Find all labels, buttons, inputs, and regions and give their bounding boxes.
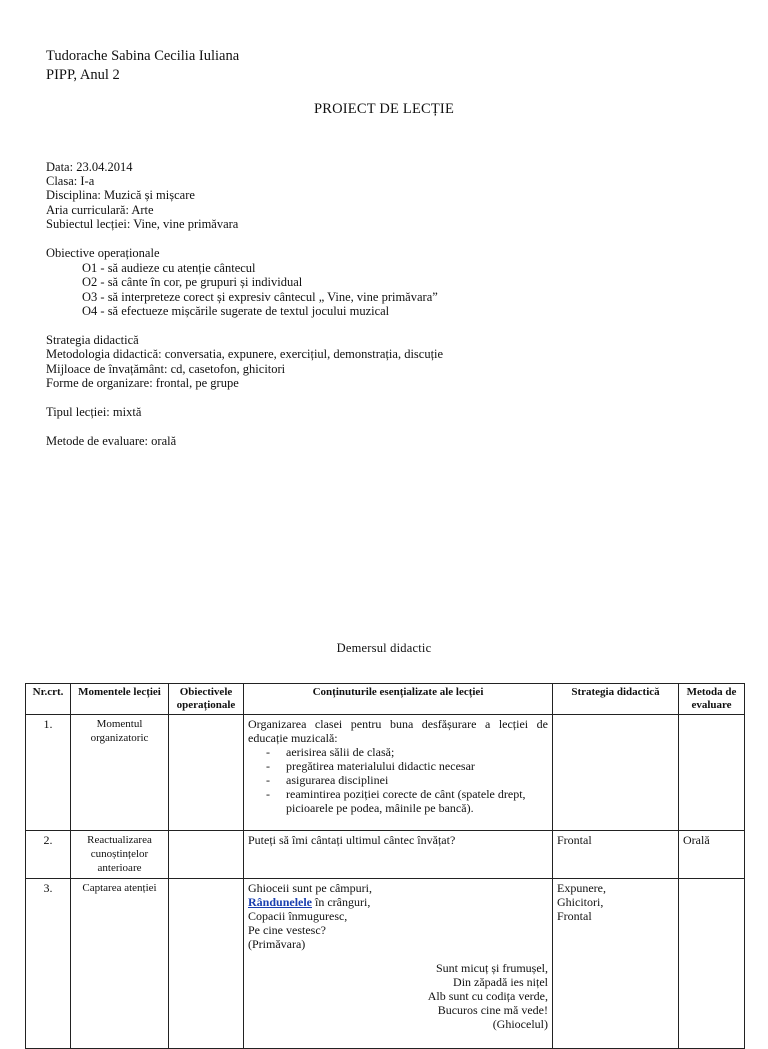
poem1-answer: (Primăvara) [248,937,306,951]
evaluation-methods: Metode de evaluare: orală [46,434,177,448]
lesson-type: Tipul lecției: mixtă [46,405,142,419]
row2-nr: 2. [26,831,71,879]
poem2-line3: Alb sunt cu codița verde, [427,989,548,1003]
info-subiectul: Subiectul lecției: Vine, vine primăvara [46,217,239,231]
header-nr: Nr.crt. [26,684,71,715]
row2-strategia: Frontal [553,831,679,879]
list-item: - aerisirea sălii de clasă; [266,745,548,759]
objective-o4: O4 - să efectueze mișcările sugerate de textul jocului muzical [82,304,390,318]
poem2-line2: Din zăpadă ies nițel [453,975,548,989]
randunele-link[interactable]: Rândunelele [248,895,313,909]
row3-strategia-3: Frontal [557,909,592,923]
row1-intro: Organizarea clasei pentru buna desfășurare a lecției de educație muzicală: [248,717,548,745]
row2-content: Puteți să îmi cântați ultimul cântec învățat? [244,831,553,879]
row1-bullet-list [248,745,548,815]
poem2-line4: Bucuros cine mă vede! [437,1003,548,1017]
author-program: PIPP, Anul 2 [46,67,120,83]
info-clasa: Clasa: I-a [46,174,95,188]
poem1-line2 [248,895,548,909]
info-disciplina: Disciplina: Muzică și mișcare [46,188,195,202]
row2-moment: Reactualizarea cunoștințelor anterioare [71,831,169,879]
row3-obiective [169,879,244,1049]
row2-metoda: Orală [679,831,745,879]
strategy-forme: Forme de organizare: frontal, pe grupe [46,376,239,390]
row2-obiective [169,831,244,879]
row3-nr: 3. [26,879,71,1049]
list-item: - asigurarea disciplinei [266,773,548,787]
author-name: Tudorache Sabina Cecilia Iuliana [46,48,240,64]
list-item: - reamintirea poziției corecte de cânt (spatele drept, picioarele pe podea, mâinile pe bancă). [266,787,548,815]
row1-strategia [553,715,679,831]
row3-moment: Captarea atenției [71,879,169,1049]
row3-strategia-1: Expunere, [557,881,606,895]
header-continuturi: Conținuturile esențializate ale lecției [244,684,553,715]
row3-content [244,879,553,1049]
page-title: PROIECT DE LECȚIE [313,101,455,117]
poem1-line3: Copacii înmuguresc, [248,909,348,923]
info-data: Data: 23.04.2014 [46,160,133,174]
row1-moment: Momentul organizatoric [71,715,169,831]
row3-strategia [553,879,679,1049]
header-momente: Momentele lecției [71,684,169,715]
strategy-mijloace: Mijloace de învațământ: cd, casetofon, ghicitori [46,362,286,376]
header-metoda: Metoda de evaluare [679,684,745,715]
table-header-row [26,684,745,715]
poem1-line4: Pe cine vestesc? [248,923,326,937]
table-row [26,831,745,879]
row1-obiective [169,715,244,831]
strategy-metodologia: Metodologia didactică: conversatia, expunere, exercițiul, demonstrația, discuție [46,347,444,361]
objective-o3: O3 - să interpreteze corect și expresiv cântecul „ Vine, vine primăvara” [82,290,438,304]
info-aria: Aria curriculară: Arte [46,203,154,217]
row3-strategia-2: Ghicitori, [557,895,604,909]
objectives-heading: Obiective operaționale [46,246,160,260]
poem2-line1: Sunt micuț și frumușel, [436,961,548,975]
poem2-answer: (Ghiocelul) [492,1017,548,1031]
lesson-plan-table [25,683,745,1049]
row1-content [244,715,553,831]
poem1-line1: Ghioceii sunt pe câmpuri, [248,881,372,895]
demers-title: Demersul didactic [336,641,432,655]
table-row [26,715,745,831]
table-row [26,879,745,1049]
strategy-heading: Strategia didactică [46,333,139,347]
list-item: - pregătirea materialului didactic necesar [266,759,548,773]
poem1-line2-rest: în crânguri, [312,895,371,909]
objective-o2: O2 - să cânte în cor, pe grupuri și individual [82,275,303,289]
row1-metoda [679,715,745,831]
header-strategia: Strategia didactică [553,684,679,715]
header-obiective: Obiectivele operaționale [169,684,244,715]
row3-metoda [679,879,745,1049]
row1-nr: 1. [26,715,71,831]
objective-o1: O1 - să audieze cu atenție cântecul [82,261,256,275]
